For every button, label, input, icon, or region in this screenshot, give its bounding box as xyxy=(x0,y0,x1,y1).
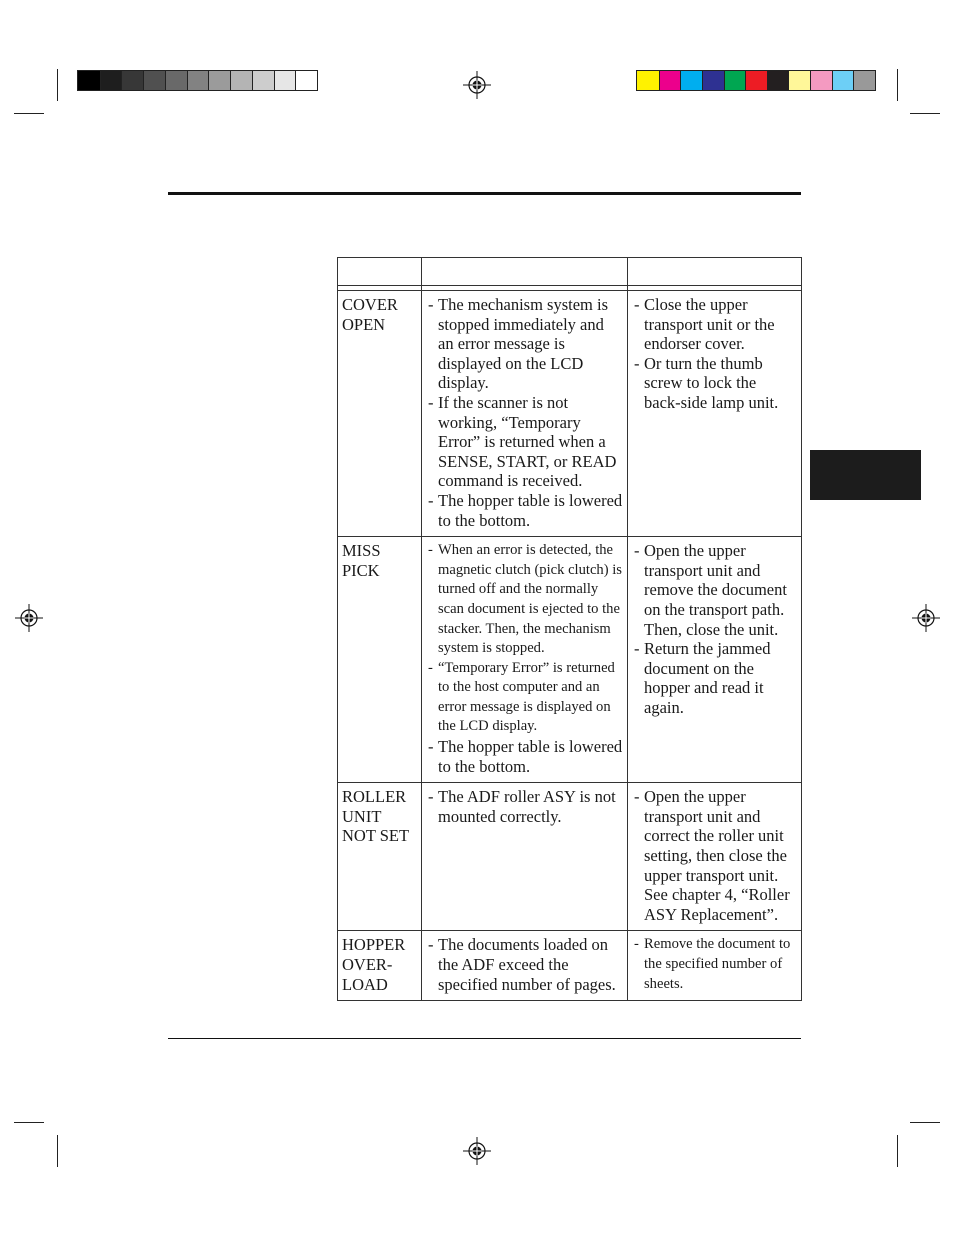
color-swatch xyxy=(121,71,143,90)
crop-mark-top-left-v xyxy=(57,69,58,101)
color-swatch xyxy=(767,71,789,90)
list-item: - If the scanner is not working, “Temporary Error” is returned when a SENSE, START, or READ command is received. xyxy=(426,393,623,491)
condition-cell: HOPPER OVER- LOAD xyxy=(338,931,422,1001)
color-swatch xyxy=(165,71,187,90)
cause-cell xyxy=(422,931,628,1001)
action-cell xyxy=(628,291,802,537)
crop-mark-top-right-h xyxy=(910,113,940,114)
color-swatch xyxy=(274,71,296,90)
list-item: - When an error is detected, the magnetic clutch (pick clutch) is turned off and the normally scan document is ejected to the stacker. Then, the mechanism system is stopped. xyxy=(426,541,623,659)
action-cell xyxy=(628,783,802,931)
list-item: - Open the upper transport unit and correct the roller unit setting, then close the upper transport unit. See chapter 4, “Roller ASY Replacement”. xyxy=(632,787,797,924)
action-cell xyxy=(628,931,802,1001)
color-swatch xyxy=(143,71,165,90)
color-swatch xyxy=(78,71,100,90)
crop-mark-bottom-right-h xyxy=(910,1122,940,1123)
list-item: - Or turn the thumb screw to lock the back-side lamp unit. xyxy=(632,354,797,413)
color-swatch xyxy=(724,71,746,90)
crop-mark-bottom-left-h xyxy=(14,1122,44,1123)
color-swatch xyxy=(745,71,767,90)
cause-cell xyxy=(422,783,628,931)
header-condition xyxy=(338,258,422,286)
color-swatch xyxy=(702,71,724,90)
grayscale-color-bar xyxy=(77,70,318,91)
list-item: - “Temporary Error” is returned to the host computer and an error message is displayed on the LCD display. xyxy=(426,659,623,737)
crop-mark-bottom-left-v xyxy=(57,1135,58,1167)
crop-mark-bottom-right-v xyxy=(897,1135,898,1167)
condition-cell: ROLLER UNIT NOT SET xyxy=(338,783,422,931)
color-swatch xyxy=(788,71,810,90)
chapter-tab xyxy=(810,450,921,500)
list-item: - Close the upper transport unit or the endorser cover. xyxy=(632,295,797,354)
cause-cell xyxy=(422,537,628,783)
action-cell xyxy=(628,537,802,783)
color-swatch xyxy=(680,71,702,90)
color-swatch xyxy=(252,71,274,90)
registration-mark-icon xyxy=(463,71,491,99)
condition-cell: MISS PICK xyxy=(338,537,422,783)
list-item: - The mechanism system is stopped immediately and an error message is displayed on the LCD display. xyxy=(426,295,623,393)
list-item: - The documents loaded on the ADF exceed the specified number of pages. xyxy=(426,935,623,994)
error-table xyxy=(337,257,802,1001)
color-swatch xyxy=(832,71,854,90)
color-swatch xyxy=(810,71,832,90)
list-item: - The ADF roller ASY is not mounted correctly. xyxy=(426,787,623,826)
table-row xyxy=(338,931,802,1001)
color-swatch xyxy=(295,71,317,90)
color-swatch xyxy=(187,71,209,90)
header-cause xyxy=(422,258,628,286)
table-row xyxy=(338,783,802,931)
crop-mark-top-right-v xyxy=(897,69,898,101)
color-swatch xyxy=(230,71,252,90)
color-swatch xyxy=(853,71,875,90)
process-color-bar xyxy=(636,70,876,91)
cause-cell xyxy=(422,291,628,537)
list-item: - Open the upper transport unit and remove the document on the transport path. Then, close the unit. xyxy=(632,541,797,639)
color-swatch xyxy=(208,71,230,90)
list-item: - The hopper table is lowered to the bottom. xyxy=(426,491,623,530)
color-swatch xyxy=(637,71,659,90)
table-row xyxy=(338,537,802,783)
color-swatch xyxy=(100,71,122,90)
header-rule xyxy=(168,192,801,195)
table-header-row xyxy=(338,258,802,286)
header-action xyxy=(628,258,802,286)
color-swatch xyxy=(659,71,681,90)
registration-mark-icon xyxy=(15,604,43,632)
list-item: - The hopper table is lowered to the bottom. xyxy=(426,737,623,776)
registration-mark-icon xyxy=(912,604,940,632)
footer-rule xyxy=(168,1038,801,1039)
list-item: - Remove the document to the specified number of sheets. xyxy=(632,935,797,994)
table-row xyxy=(338,291,802,537)
registration-mark-icon xyxy=(463,1137,491,1165)
condition-cell: COVER OPEN xyxy=(338,291,422,537)
crop-mark-top-left-h xyxy=(14,113,44,114)
list-item: - Return the jammed document on the hopper and read it again. xyxy=(632,639,797,717)
